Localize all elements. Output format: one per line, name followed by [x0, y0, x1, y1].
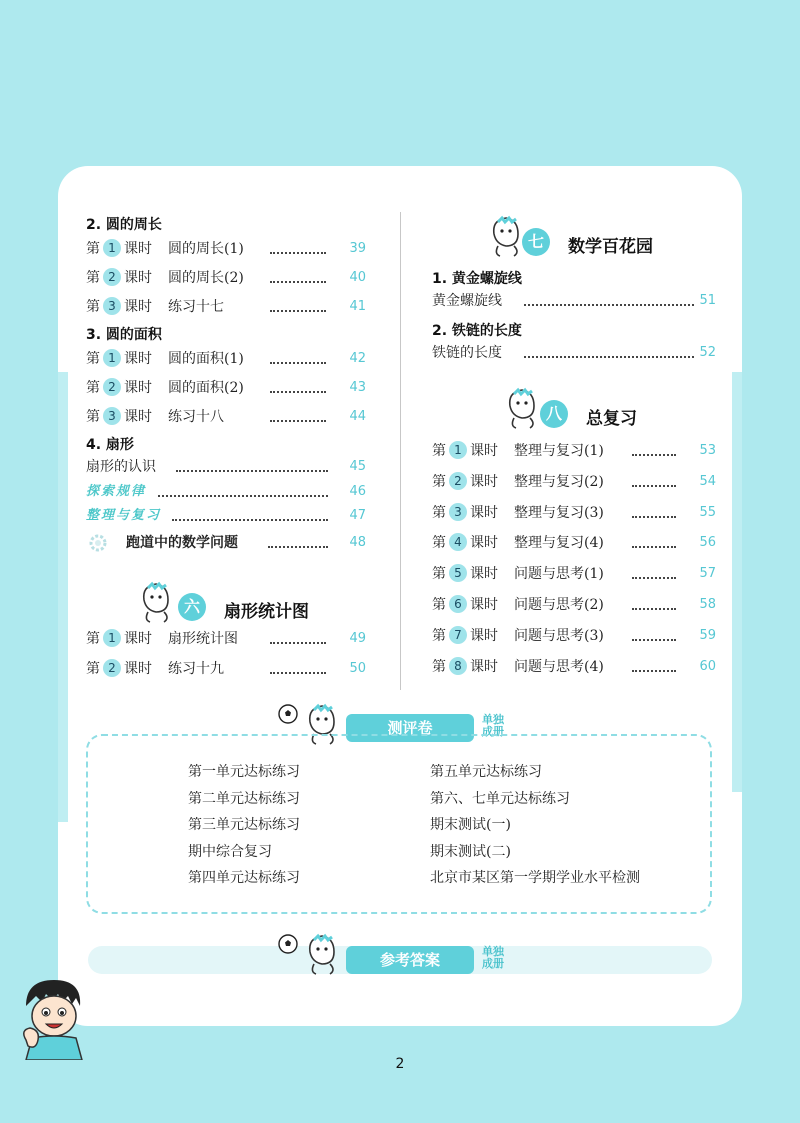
toc-entry-title: 练习十八	[168, 409, 224, 425]
unit-badge: 八	[540, 400, 568, 428]
page-number: 45	[349, 459, 366, 474]
toc-entry-label	[86, 238, 244, 260]
dot-leader	[632, 454, 676, 456]
lesson-suffix: 课时	[470, 658, 498, 675]
toc-entry-lesson[interactable]	[432, 471, 716, 493]
lesson-prefix: 第	[432, 443, 446, 459]
page-number: 48	[349, 535, 366, 550]
dot-leader	[172, 519, 328, 521]
section-heading: 1. 黄金螺旋线	[432, 271, 522, 287]
page-number: 59	[699, 627, 716, 643]
unit-title: 总复习	[586, 409, 637, 429]
dinosaur-mascot-icon	[500, 386, 546, 432]
lesson-prefix: 第	[86, 241, 100, 257]
toc-entry-label	[86, 628, 238, 650]
toc-entry-label	[432, 440, 604, 462]
toc-entry-title: 圆的周长(2)	[168, 270, 244, 286]
lesson-prefix: 第	[86, 409, 100, 425]
toc-entry-title: 问题与思考(1)	[514, 566, 604, 583]
toc-entry-label	[86, 267, 244, 289]
tag-line: 成册	[482, 957, 504, 970]
unit-title: 数学百花园	[568, 237, 653, 257]
lesson-prefix: 第	[432, 658, 446, 675]
toc-entry-title: 整理与复习(4)	[514, 535, 604, 552]
lesson-prefix: 第	[86, 270, 100, 286]
toc-entry-sector[interactable]	[86, 456, 368, 478]
toc-entry-title: 整理与复习	[86, 508, 162, 523]
lesson-prefix: 第	[432, 504, 446, 521]
dot-leader	[632, 639, 676, 641]
page-number: 56	[699, 535, 716, 551]
gear-icon	[86, 532, 110, 554]
test-section-title: 测评卷	[346, 714, 474, 742]
lesson-number-badge: 8	[449, 657, 467, 675]
soccer-ball-icon	[278, 704, 298, 724]
section-heading: 2. 铁链的长度	[432, 323, 522, 339]
side-strip-left	[58, 372, 68, 822]
section-heading: 4. 扇形	[86, 437, 134, 453]
page-number: 42	[349, 351, 366, 366]
lesson-suffix: 课时	[124, 661, 152, 677]
toc-entry-title: 练习十七	[168, 299, 224, 315]
dot-leader	[176, 470, 328, 472]
page-number: 57	[699, 566, 716, 582]
test-list-box	[86, 734, 712, 914]
toc-entry-title: 整理与复习(3)	[514, 504, 604, 521]
toc-entry-title: 整理与复习(2)	[514, 473, 604, 490]
toc-entry-label	[432, 625, 604, 647]
lesson-number-badge: 3	[103, 407, 121, 425]
page-number-footer: 2	[395, 1056, 405, 1072]
toc-entry-label	[432, 532, 604, 554]
lesson-prefix: 第	[86, 661, 100, 677]
toc-entry-title: 问题与思考(4)	[514, 658, 604, 675]
toc-entry-lesson[interactable]	[86, 348, 368, 370]
lesson-suffix: 课时	[470, 473, 498, 490]
lesson-prefix: 第	[432, 566, 446, 583]
lesson-suffix: 课时	[124, 270, 152, 286]
lesson-number-badge: 1	[103, 239, 121, 257]
lesson-number-badge: 2	[103, 378, 121, 396]
lesson-number-badge: 4	[449, 533, 467, 551]
dinosaur-mascot-icon	[134, 580, 180, 626]
toc-entry-title: 跑道中的数学问题	[126, 535, 238, 551]
dot-leader	[270, 391, 326, 393]
section-heading: 2. 圆的周长	[86, 217, 162, 233]
test-list-item[interactable]: 期末测试(二)	[430, 843, 511, 860]
toc-entry-title: 问题与思考(3)	[514, 627, 604, 644]
page-number: 50	[349, 661, 366, 676]
lesson-suffix: 课时	[124, 241, 152, 257]
column-divider	[400, 212, 401, 690]
dot-leader	[632, 577, 676, 579]
lesson-number-badge: 1	[103, 349, 121, 367]
boy-mascot-icon	[18, 976, 88, 1060]
toc-entry-label	[86, 377, 244, 399]
dot-leader	[270, 281, 326, 283]
test-list-item[interactable]: 北京市某区第一学期学业水平检测	[430, 870, 640, 886]
dinosaur-mascot-icon	[300, 932, 346, 978]
dot-leader	[158, 495, 328, 497]
toc-entry-title: 扇形的认识	[86, 459, 156, 475]
toc-entry-title: 圆的周长(1)	[168, 241, 244, 257]
lesson-number-badge: 1	[103, 629, 121, 647]
lesson-prefix: 第	[432, 597, 446, 613]
lesson-suffix: 课时	[124, 380, 152, 396]
toc-entry-title: 黄金螺旋线	[432, 293, 502, 309]
toc-entry-label	[432, 594, 604, 616]
lesson-suffix: 课时	[470, 443, 498, 459]
page-number: 43	[349, 380, 366, 395]
toc-entry-label	[432, 471, 604, 493]
page-number: 49	[349, 631, 366, 646]
toc-entry-lesson[interactable]	[86, 238, 368, 260]
toc-entry-title: 探索规律	[86, 484, 147, 499]
page-number: 51	[699, 293, 716, 308]
unit-badge: 七	[522, 228, 550, 256]
lesson-prefix: 第	[86, 351, 100, 367]
page-number: 58	[699, 597, 716, 612]
page-number: 47	[349, 508, 366, 523]
toc-entry-lesson[interactable]	[432, 440, 716, 462]
toc-entry-title: 铁链的长度	[432, 345, 502, 361]
tag-line: 单独	[482, 945, 504, 958]
toc-entry-title: 练习十九	[168, 661, 224, 677]
toc-entry-title: 扇形统计图	[168, 631, 238, 647]
dot-leader	[270, 310, 326, 312]
toc-entry-label	[432, 563, 604, 585]
lesson-prefix: 第	[432, 473, 446, 490]
test-list-item[interactable]: 第四单元达标练习	[188, 870, 300, 886]
page-number: 52	[699, 345, 716, 360]
test-list-item[interactable]: 期中综合复习	[188, 843, 272, 860]
toc-entry-chain[interactable]	[432, 342, 716, 364]
page-number: 41	[349, 299, 366, 314]
test-list-item[interactable]: 第三单元达标练习	[188, 817, 300, 833]
lesson-number-badge: 5	[449, 564, 467, 582]
page-number: 60	[699, 658, 716, 674]
toc-entry-lesson[interactable]	[86, 296, 368, 318]
toc-entry-review[interactable]	[86, 505, 368, 527]
toc-entry-lesson[interactable]	[432, 625, 716, 647]
section-heading: 3. 圆的面积	[86, 327, 162, 343]
toc-entry-lesson[interactable]	[86, 658, 368, 680]
dot-leader	[524, 356, 694, 358]
toc-entry-lesson[interactable]	[432, 563, 716, 585]
lesson-number-badge: 6	[449, 595, 467, 613]
lesson-suffix: 课时	[470, 627, 498, 644]
lesson-number-badge: 7	[449, 626, 467, 644]
page-number: 54	[699, 473, 716, 489]
test-list-item[interactable]: 期末测试(一)	[430, 817, 511, 833]
lesson-suffix: 课时	[470, 566, 498, 583]
test-list-item[interactable]: 第六、七单元达标练习	[430, 790, 570, 807]
dot-leader	[632, 670, 676, 672]
dot-leader	[270, 642, 326, 644]
lesson-number-badge: 3	[449, 503, 467, 521]
toc-entry-title: 问题与思考(2)	[514, 597, 604, 613]
lesson-suffix: 课时	[124, 351, 152, 367]
toc-entry-label	[86, 658, 224, 680]
lesson-prefix: 第	[432, 627, 446, 644]
page-number: 46	[349, 484, 366, 499]
toc-entry-label	[86, 406, 224, 428]
toc-entry-label	[432, 656, 604, 678]
page-number: 53	[699, 443, 716, 458]
lesson-number-badge: 1	[449, 441, 467, 459]
lesson-suffix: 课时	[470, 597, 498, 613]
tag-line: 成册	[482, 725, 504, 738]
page-number: 44	[349, 409, 366, 424]
toc-entry-lesson[interactable]	[432, 594, 716, 616]
lesson-number-badge: 3	[103, 297, 121, 315]
toc-entry-track[interactable]	[86, 532, 368, 554]
toc-entry-label	[432, 502, 604, 524]
dot-leader	[270, 252, 326, 254]
toc-entry-label	[86, 348, 244, 370]
toc-entry-spiral[interactable]	[432, 290, 716, 312]
lesson-suffix: 课时	[470, 504, 498, 521]
lesson-number-badge: 2	[103, 268, 121, 286]
toc-entry-lesson[interactable]	[86, 628, 368, 650]
toc-entry-title: 圆的面积(1)	[168, 351, 244, 367]
page-number: 39	[349, 241, 366, 256]
toc-entry-lesson[interactable]	[432, 656, 716, 678]
side-strip-right	[732, 372, 742, 792]
soccer-ball-icon	[278, 934, 298, 954]
lesson-number-badge: 2	[103, 659, 121, 677]
answers-section-title[interactable]: 参考答案	[346, 946, 474, 974]
lesson-suffix: 课时	[124, 409, 152, 425]
dot-leader	[632, 485, 676, 487]
lesson-prefix: 第	[86, 631, 100, 647]
lesson-suffix: 课时	[470, 535, 498, 552]
toc-entry-explore[interactable]	[86, 481, 368, 503]
dot-leader	[268, 546, 328, 548]
lesson-prefix: 第	[86, 299, 100, 315]
page-number: 40	[349, 270, 366, 285]
dot-leader	[524, 304, 694, 306]
toc-entry-title: 圆的面积(2)	[168, 380, 244, 396]
test-list-item[interactable]: 第二单元达标练习	[188, 790, 300, 807]
lesson-number-badge: 2	[449, 472, 467, 490]
toc-entry-lesson[interactable]	[432, 532, 716, 554]
separate-booklet-tag	[478, 946, 508, 970]
tag-line: 单独	[482, 713, 504, 726]
lesson-prefix: 第	[432, 535, 446, 552]
dot-leader	[270, 362, 326, 364]
unit-title: 扇形统计图	[224, 602, 309, 622]
toc-entry-lesson[interactable]	[432, 502, 716, 524]
unit-badge: 六	[178, 593, 206, 621]
dot-leader	[270, 672, 326, 674]
dot-leader	[632, 546, 676, 548]
dot-leader	[632, 516, 676, 518]
lesson-suffix: 课时	[124, 299, 152, 315]
dot-leader	[632, 608, 676, 610]
test-list-item[interactable]: 第一单元达标练习	[188, 764, 300, 780]
lesson-prefix: 第	[86, 380, 100, 396]
toc-entry-lesson[interactable]	[86, 406, 368, 428]
toc-entry-lesson[interactable]	[86, 377, 368, 399]
toc-entry-lesson[interactable]	[86, 267, 368, 289]
page-number: 55	[699, 504, 716, 520]
dot-leader	[270, 420, 326, 422]
toc-entry-title: 整理与复习(1)	[514, 443, 604, 459]
lesson-suffix: 课时	[124, 631, 152, 647]
test-list-item[interactable]: 第五单元达标练习	[430, 764, 542, 780]
toc-entry-label	[86, 296, 224, 318]
